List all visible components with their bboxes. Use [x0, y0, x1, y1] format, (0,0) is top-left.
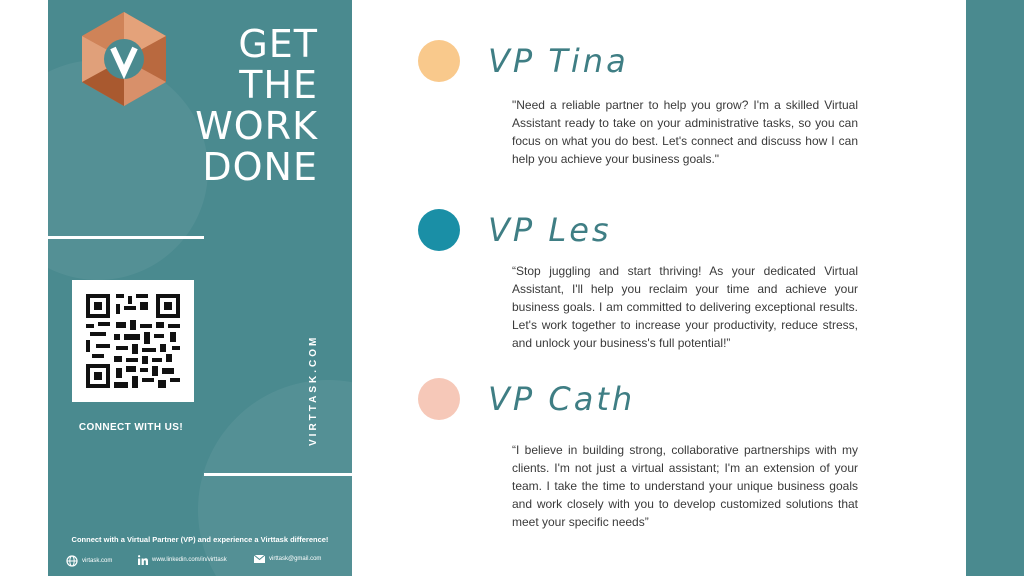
- linkedin-icon: [138, 555, 148, 565]
- globe-icon: [66, 555, 78, 567]
- divider: [204, 473, 352, 476]
- profile-name: VP Les: [488, 211, 612, 249]
- profile-quote: “I believe in building strong, collaborative partnerships with my clients. I'm not just a virtual assistant; I'm an extension of your team. I take the time to understand your unique business goals and work closely with you to develop customized solutions that meet your specific needs”: [512, 443, 858, 529]
- contact-email[interactable]: [254, 555, 321, 563]
- vertical-website-label: VIRTTASK.COM: [308, 334, 319, 446]
- right-decorative-strip: [966, 0, 1024, 576]
- profile-name: VP Tina: [488, 42, 629, 80]
- headline-line: DONE: [202, 145, 318, 189]
- profile-quote: "Need a reliable partner to help you grow? I'm a skilled Virtual Assistant ready to take on your administrative tasks, so you can focus on what you do best. Let's connect and discuss how I can help you achieve your business goals.": [512, 98, 858, 166]
- qr-code[interactable]: [72, 280, 194, 402]
- qr-code-icon: [86, 294, 180, 388]
- headline-line: THE: [239, 63, 318, 107]
- profile-dot: [418, 378, 460, 420]
- contact-website-text: virtask.com: [82, 558, 113, 564]
- contact-linkedin-text: www.linkedin.com/in/virttask: [152, 557, 227, 563]
- profile-dot: [418, 40, 460, 82]
- left-panel: [48, 0, 352, 576]
- divider: [48, 236, 204, 239]
- headline-line: GET: [238, 22, 318, 66]
- profile-dot: [418, 209, 460, 251]
- profile-name: VP Cath: [488, 380, 636, 418]
- profile-quote: “Stop juggling and start thriving! As your dedicated Virtual Assistant, I'll help you reclaim your time and achieve your business goals. I am committed to delivering exceptional results. Let's work together to increase your productivity, reduce stress, and unlock your business's full potential!”: [512, 264, 858, 350]
- contact-website[interactable]: [66, 555, 112, 567]
- headline-line: WORK: [195, 104, 318, 148]
- footer-tagline: Connect with a Virtual Partner (VP) and experience a Virttask difference!: [71, 535, 329, 544]
- contact-bar: [66, 555, 348, 569]
- background-shape: [198, 380, 352, 576]
- contact-linkedin[interactable]: [138, 555, 227, 565]
- contact-email-text: virttask@gmail.com: [269, 556, 322, 562]
- headline: [128, 24, 318, 188]
- mail-icon: [254, 555, 265, 563]
- connect-label: CONNECT WITH US!: [78, 422, 184, 433]
